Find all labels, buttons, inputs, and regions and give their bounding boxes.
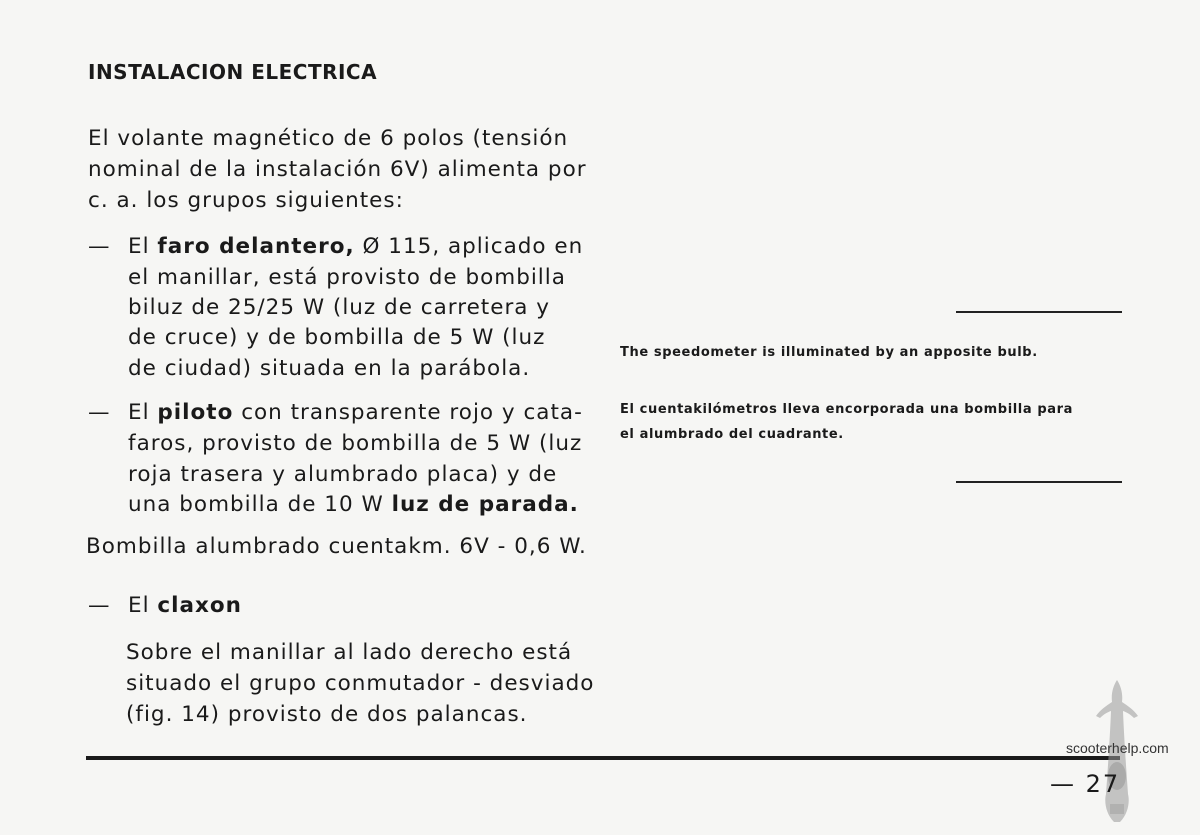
cuentakm-line: Bombilla alumbrado cuentakm. 6V - 0,6 W. — [86, 534, 587, 559]
faro-line: biluz de 25/25 W (luz de carretera y — [128, 295, 551, 320]
piloto-first-line — [128, 398, 583, 429]
faro-line: de ciudad) situada en la parábola. — [128, 356, 531, 381]
faro-post: Ø 115, aplicado en — [354, 234, 584, 259]
claxon-term: claxon — [157, 593, 242, 618]
intro-line-1: El volante magnético de 6 polos (tensión — [88, 126, 569, 151]
page-number: — 27 — [1050, 770, 1121, 798]
item-dash: — — [88, 400, 110, 425]
note-english: The speedometer is illuminated by an apposite bulb. — [620, 345, 1038, 360]
intro-line-3: c. a. los grupos siguientes: — [88, 188, 404, 213]
piloto-last-line — [128, 490, 579, 521]
claxon-line: situado el grupo conmutador - desviado — [126, 671, 595, 696]
note-spanish-line-1: El cuentakilómetros lleva encorporada una bombilla para — [620, 402, 1074, 417]
section-heading: INSTALACION ELECTRICA — [88, 60, 378, 84]
piloto-line: faros, provisto de bombilla de 5 W (luz — [128, 431, 583, 456]
note-rule-bottom — [956, 481, 1122, 483]
faro-line: el manillar, está provisto de bombilla — [128, 265, 566, 290]
faro-term: faro delantero, — [157, 234, 355, 259]
intro-line-2: nominal de la instalación 6V) alimenta por — [88, 157, 587, 182]
claxon-heading — [128, 591, 242, 622]
note-spanish-line-2: el alumbrado del cuadrante. — [620, 427, 844, 442]
faro-first-line — [128, 232, 583, 263]
faro-line: de cruce) y de bombilla de 5 W (luz — [128, 325, 546, 350]
piloto-last-pre: una bombilla de 10 W — [128, 492, 392, 517]
claxon-line: (fig. 14) provisto de dos palancas. — [126, 702, 528, 727]
piloto-line: roja trasera y alumbrado placa) y de — [128, 462, 558, 487]
note-rule-top — [956, 311, 1122, 313]
piloto-term: piloto — [157, 400, 234, 425]
luz-parada-term: luz de parada. — [391, 492, 579, 517]
claxon-pre: El — [128, 593, 158, 618]
piloto-post: con transparente rojo y cata- — [233, 400, 583, 425]
claxon-line: Sobre el manillar al lado derecho está — [126, 640, 573, 665]
piloto-pre: El — [128, 400, 158, 425]
faro-pre: El — [128, 234, 158, 259]
item-dash: — — [88, 593, 110, 618]
item-dash: — — [88, 234, 110, 259]
footer-rule — [86, 756, 1120, 760]
watermark-text: scooterhelp.com — [1066, 740, 1169, 756]
